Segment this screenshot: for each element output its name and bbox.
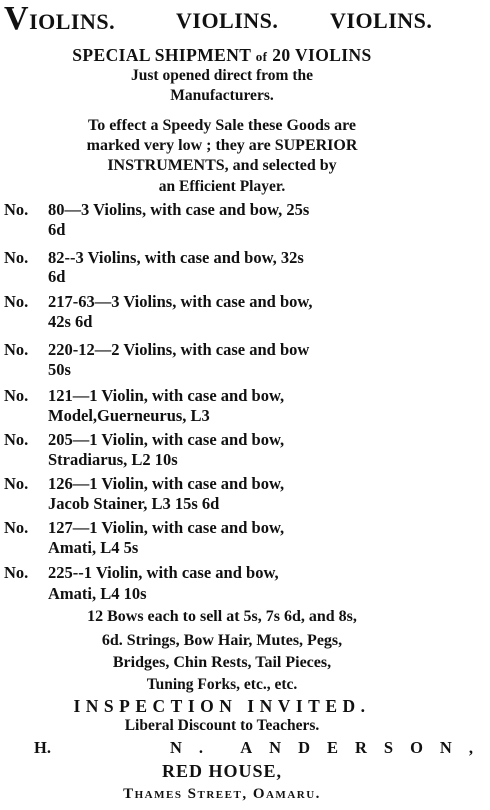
header [0,2,444,36]
intro-line-4: an Efficient Player. [158,178,286,195]
bows-line-1: 12 Bows each to sell at 5s, 7s 6d, and 8s, [87,608,357,625]
header-word-2: VIOLINS. [176,8,279,33]
discount-line: Liberal Discount to Teachers. [124,717,320,734]
intro-line-2: marked very low ; they are SUPERIOR [86,137,358,154]
bows-line-2: 6d. Strings, Bow Hair, Mutes, Pegs, [101,632,343,649]
store-name: RED HOUSE, [161,761,283,781]
header-word-1: VIOLINS. [4,0,116,37]
advertisement: VIOLINS. VIOLINS. VIOLINS. SPECIAL SHIPMENT of 20 VIOLINS Just opened direct from the Manufacturers. To effect a Speedy Sale these Goods are marked very low ; they are SUPERIOR INSTRUMENTS, and selected by an Efficient Player. No. 80—3 Violins, with case and bow, 25s 6d No. 82--3 Violins, with case and bow, 32s 6d No. 217-63—3 Violins, with case and bow, 42s 6d No. 220-12—2 Violins, with case and bow 50s No. 121—1 Violin, with case and bow, Model,Guerneurus, L3 No. 205—1 Violin, with case and bow, Stradiarus, L2 10s No. 126—1 Violin, with case and bow, Jacob Stainer, L3 15s 6d No. 127—1 Violin, with case and bow, Amati, L4 5s No. 225--1 Violin, with case and bow, Amati, L4 10s 12 Bows each to sell at 5s, 7s 6d, and 8s, 6d. Strings, Bow Hair, Mutes, Pegs, Bridges, Chin Rests, Tail Pieces, Tuning Forks, etc., etc. INSPECTION INVITED. Liberal Discount to Teachers. H. N. ANDERSON, RED HOUSE, Thames Street, Oamaru. [0,0,444,810]
bows-line-4: Tuning Forks, etc., etc. [146,676,298,693]
intro-line-3: INSTRUMENTS, and selected by [107,157,337,174]
inspection-invited: INSPECTION INVITED. [73,696,371,716]
shipment-line-3: Manufacturers. [170,87,274,104]
shipment-line-2: Just opened direct from the [131,67,313,84]
header-word-3: VIOLINS. [330,8,433,33]
shipment-heading: SPECIAL SHIPMENT of 20 VIOLINS [72,45,372,65]
street-address: Thames Street, Oamaru. [123,786,321,802]
intro-line-1: To effect a Speedy Sale these Goods are [88,117,356,134]
bows-line-3: Bridges, Chin Rests, Tail Pieces, [112,654,332,671]
